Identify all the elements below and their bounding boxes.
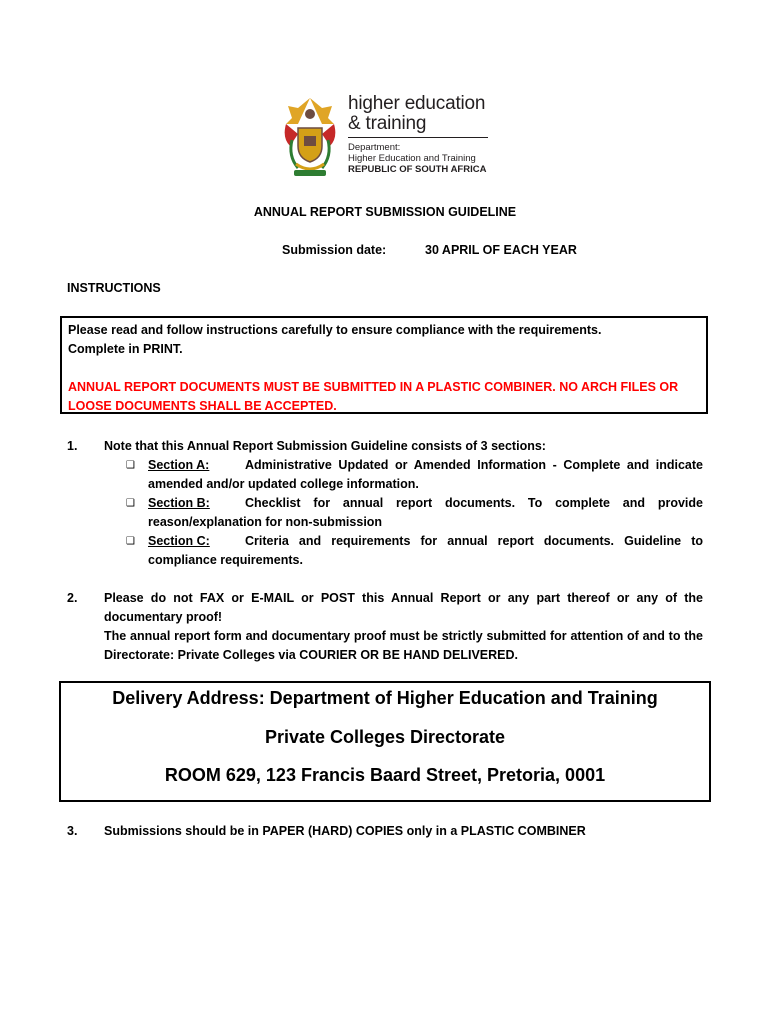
item3-text: Submissions should be in PAPER (HARD) COPIES only in a PLASTIC COMBINER bbox=[104, 824, 586, 838]
section-a-text: Administrative Updated or Amended Information - Complete and indicate amended and/or updated college information. bbox=[148, 458, 703, 491]
item1-number: 1. bbox=[67, 439, 78, 453]
item2-number: 2. bbox=[67, 591, 78, 605]
checkbox-bullet-icon: ❑ bbox=[126, 536, 135, 547]
submission-date-value: 30 APRIL OF EACH YEAR bbox=[425, 243, 577, 257]
item2-para1: Please do not FAX or E-MAIL or POST this Annual Report or any part thereof or any of the documentary proof! bbox=[104, 591, 703, 624]
list-item-3 bbox=[67, 822, 703, 841]
delivery-address-box bbox=[59, 681, 711, 802]
section-c-text: Criteria and requirements for annual report documents. Guideline to compliance requirements. bbox=[148, 534, 703, 567]
item3-number: 3. bbox=[67, 824, 78, 838]
logo-divider bbox=[348, 137, 488, 138]
checkbox-bullet-icon: ❑ bbox=[126, 460, 135, 471]
delivery-line2: Private Colleges Directorate bbox=[264, 727, 506, 747]
coat-of-arms-icon bbox=[278, 94, 342, 180]
section-c-entry bbox=[104, 532, 703, 570]
section-b-text: Checklist for annual report documents. To complete and provide reason/explanation for non-submission bbox=[148, 496, 703, 529]
instructions-warning: ANNUAL REPORT DOCUMENTS MUST BE SUBMITTED IN A PLASTIC COMBINER. NO ARCH FILES OR LOOSE DOCUMENTS SHALL BE ACCEPTED. bbox=[68, 380, 679, 413]
submission-date-label: Submission date: bbox=[282, 243, 387, 257]
logo-sub2: Higher Education and Training bbox=[348, 153, 476, 164]
instructions-line1: Please read and follow instructions carefully to ensure compliance with the requirements. bbox=[68, 323, 602, 337]
department-logo bbox=[278, 94, 498, 180]
section-c-name: Section C: bbox=[148, 534, 210, 548]
item2-para2: The annual report form and documentary proof must be strictly submitted for attention of and to the Directorate: Private Colleges via COURIER OR BE HAND DELIVERED. bbox=[104, 629, 703, 662]
delivery-line3: ROOM 629, 123 Francis Baard Street, Pretoria, 0001 bbox=[164, 765, 606, 785]
instructions-heading: INSTRUCTIONS bbox=[67, 281, 161, 295]
logo-line1: higher education bbox=[348, 93, 486, 114]
item1-intro: Note that this Annual Report Submission Guideline consists of 3 sections: bbox=[104, 439, 546, 453]
department-wordmark bbox=[348, 94, 488, 175]
checkbox-bullet-icon: ❑ bbox=[126, 498, 135, 509]
section-b-name: Section B: bbox=[148, 496, 210, 510]
list-item-1 bbox=[67, 437, 703, 570]
section-b-entry bbox=[104, 494, 703, 532]
section-a-name: Section A: bbox=[148, 458, 210, 472]
delivery-line1: Delivery Address: Department of Higher Education and Training bbox=[112, 688, 658, 708]
logo-sub1: Department: bbox=[348, 142, 401, 153]
section-a-entry bbox=[104, 456, 703, 494]
list-item-2 bbox=[67, 589, 703, 665]
page-title: ANNUAL REPORT SUBMISSION GUIDELINE bbox=[253, 205, 517, 219]
logo-line2: & training bbox=[348, 113, 427, 134]
instructions-line2: Complete in PRINT. bbox=[68, 342, 183, 356]
logo-sub3: REPUBLIC OF SOUTH AFRICA bbox=[348, 164, 487, 175]
instructions-box bbox=[60, 316, 708, 414]
